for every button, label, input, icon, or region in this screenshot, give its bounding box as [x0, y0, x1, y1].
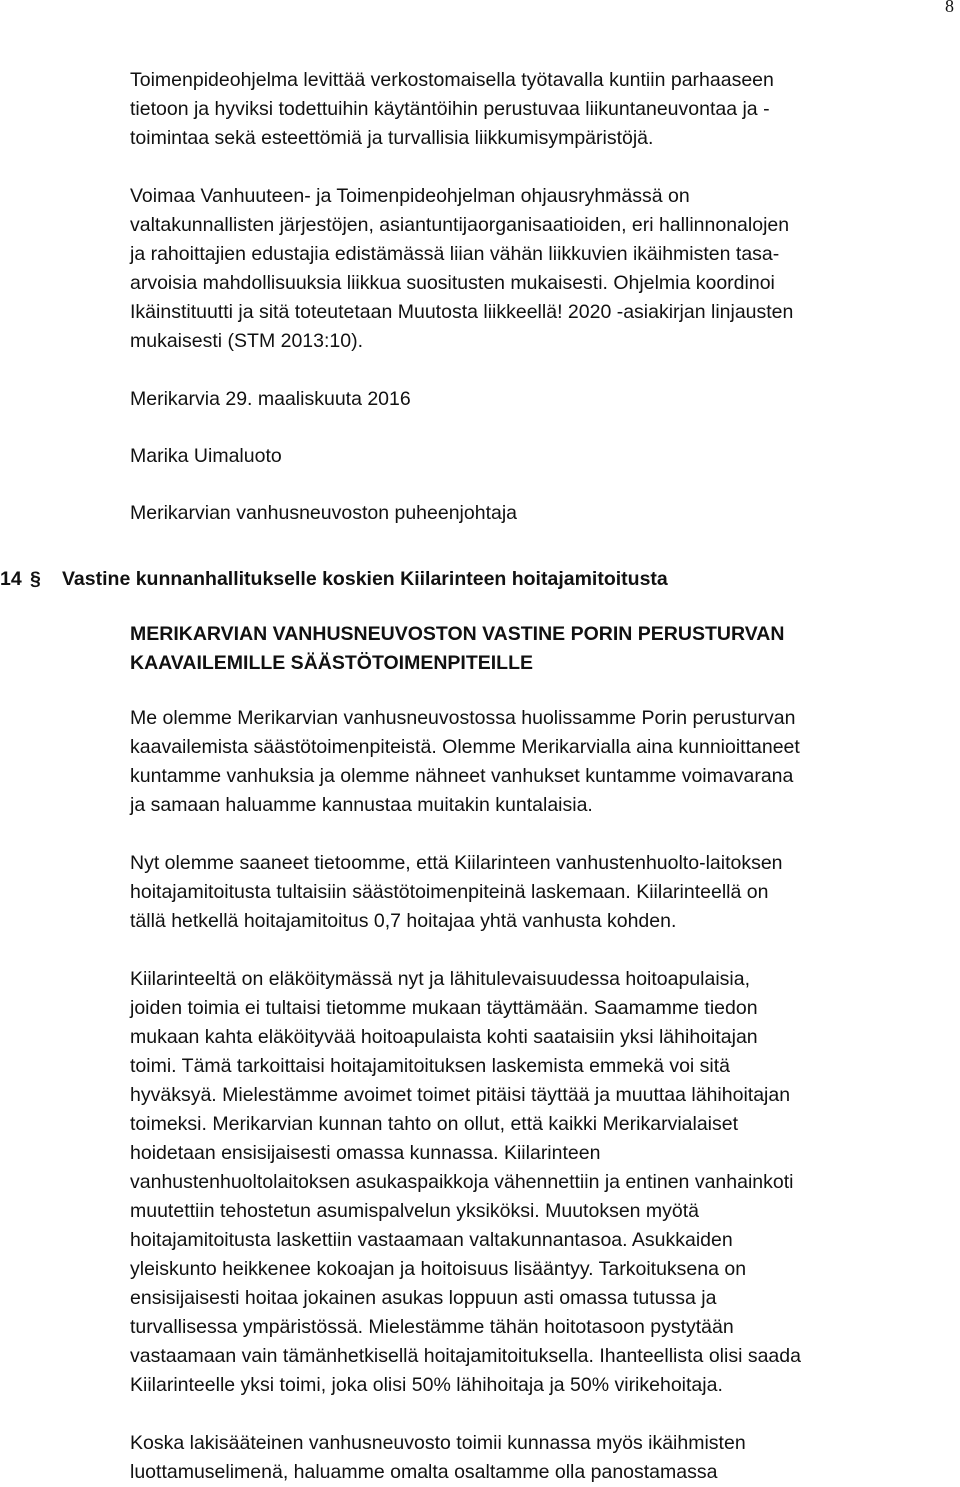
text-line: arvoisia mahdollisuuksia liikkua suositusten mukaisesti. Ohjelmia koordinoi — [130, 272, 775, 294]
text-line: hyväksyä. Mielestämme avoimet toimet pitäisi täyttää ja muuttaa lähihoitajan — [130, 1084, 791, 1106]
text-line: toimi. Tämä tarkoittaisi hoitajamitoituksen laskemista emmekä voi sitä — [130, 1055, 731, 1077]
body-paragraph-4 — [130, 1429, 952, 1487]
document-subtitle — [130, 620, 950, 678]
body-section — [130, 704, 952, 1487]
text-line: kuntamme vanhuksia ja olemme nähneet vanhukset kuntamme voimavarana — [130, 765, 794, 787]
section-symbol: § — [30, 568, 41, 590]
text-line: toimeksi. Merikarvian kunnan tahto on ollut, että kaikki Merikarvialaiset — [130, 1113, 739, 1135]
text-line: mukaan kahta eläköityvää hoitoapulaista kohti saataisiin yksi lähihoitajan — [130, 1026, 758, 1048]
text-line: muutettiin tehostetun asumispalvelun yksiköksi. Muutoksen myötä — [130, 1200, 700, 1222]
text-line: mukaisesti (STM 2013:10). — [130, 330, 364, 352]
text-line: joiden toimia ei tultaisi tietomme mukaan täyttämään. Saamamme tiedon — [130, 997, 758, 1019]
text-line: toimintaa sekä esteettömiä ja turvallisia liikkumisympäristöjä. — [130, 127, 654, 149]
text-line: tietoon ja hyviksi todettuihin käytäntöihin perustuvaa liikuntaneuvontaa ja - — [130, 98, 770, 120]
subtitle-line: KAAVAILEMILLE SÄÄSTÖTOIMENPITEILLE — [130, 652, 534, 674]
text-line: Me olemme Merikarvian vanhusneuvostossa huolissamme Porin perusturvan — [130, 707, 796, 729]
text-line: luottamuselimenä, haluamme omalta osaltamme olla panostamassa — [130, 1461, 718, 1483]
text-line: turvallisessa ympäristössä. Mielestämme tähän hoitotasoon pystytään — [130, 1316, 734, 1338]
body-paragraph-2 — [130, 849, 952, 936]
text-line: Kiilarinteelle yksi toimi, joka olisi 50% lähihoitaja ja 50% virikehoitaja. — [130, 1374, 723, 1396]
text-line: Toimenpideohjelma levittää verkostomaisella työtavalla kuntiin parhaaseen — [130, 69, 774, 91]
text-line: vastaamaan vain tämänhetkisellä hoitajamitoituksella. Ihanteellista olisi saada — [130, 1345, 801, 1367]
signer-title: Merikarvian vanhusneuvoston puheenjohtaja — [130, 502, 518, 524]
signer-name: Marika Uimaluoto — [130, 445, 282, 467]
text-line: ensisijaisesti hoitaa jokainen asukas loppuun asti omassa tutussa ja — [130, 1287, 717, 1309]
intro-paragraph-1 — [130, 66, 942, 153]
intro-paragraph-2 — [130, 182, 942, 356]
text-line: Koska lakisääteinen vanhusneuvosto toimii kunnassa myös ikäihmisten — [130, 1432, 746, 1454]
text-line: Kiilarinteeltä on eläköitymässä nyt ja lähitulevaisuudessa hoitoapulaisia, — [130, 968, 751, 990]
page-number: 8 — [945, 0, 954, 16]
text-line: ja samaan haluamme kannustaa muitakin kuntalaisia. — [130, 794, 593, 816]
text-line: Ikäinstituutti ja sitä toteutetaan Muutosta liikkeellä! 2020 -asiakirjan linjausten — [130, 301, 794, 323]
text-line: hoitajamitoitusta tultaisiin säästötoimenpiteinä laskemaan. Kiilarinteellä on — [130, 881, 769, 903]
body-paragraph-1 — [130, 704, 952, 820]
section-title: Vastine kunnanhallitukselle koskien Kiilarinteen hoitajamitoitusta — [62, 568, 668, 590]
place-date: Merikarvia 29. maaliskuuta 2016 — [130, 388, 411, 410]
text-line: kaavailemista säästötoimenpiteistä. Olemme Merikarvialla aina kunnioittaneet — [130, 736, 800, 758]
subtitle-line: MERIKARVIAN VANHUSNEUVOSTON VASTINE PORIN PERUSTURVAN — [130, 623, 785, 645]
section-number: 14 — [0, 568, 22, 590]
text-line: vanhustenhuoltolaitoksen asukaspaikkoja vähennettiin ja entinen vanhainkoti — [130, 1171, 794, 1193]
text-line: hoitajamitoitusta laskettiin vastaamaan valtakunnantasoa. Asukkaiden — [130, 1229, 733, 1251]
intro-section — [130, 66, 942, 528]
text-line: Nyt olemme saaneet tietoomme, että Kiilarinteen vanhustenhuolto-laitoksen — [130, 852, 783, 874]
text-line: tällä hetkellä hoitajamitoitus 0,7 hoitajaa yhtä vanhusta kohden. — [130, 910, 677, 932]
text-line: ja rahoittajien edustajia edistämässä liian vähän liikkuvien ikäihmisten tasa- — [130, 243, 780, 265]
text-line: yleiskunto heikkenee kokoajan ja hoitoisuus lisääntyy. Tarkoituksena on — [130, 1258, 747, 1280]
body-paragraph-3 — [130, 965, 952, 1400]
text-line: Voimaa Vanhuuteen- ja Toimenpideohjelman ohjausryhmässä on — [130, 185, 690, 207]
text-line: valtakunnallisten järjestöjen, asiantuntijaorganisaatioiden, eri hallinnonalojen — [130, 214, 790, 236]
text-line: hoidetaan ensisijaisesti omassa kunnassa. Kiilarinteen — [130, 1142, 601, 1164]
